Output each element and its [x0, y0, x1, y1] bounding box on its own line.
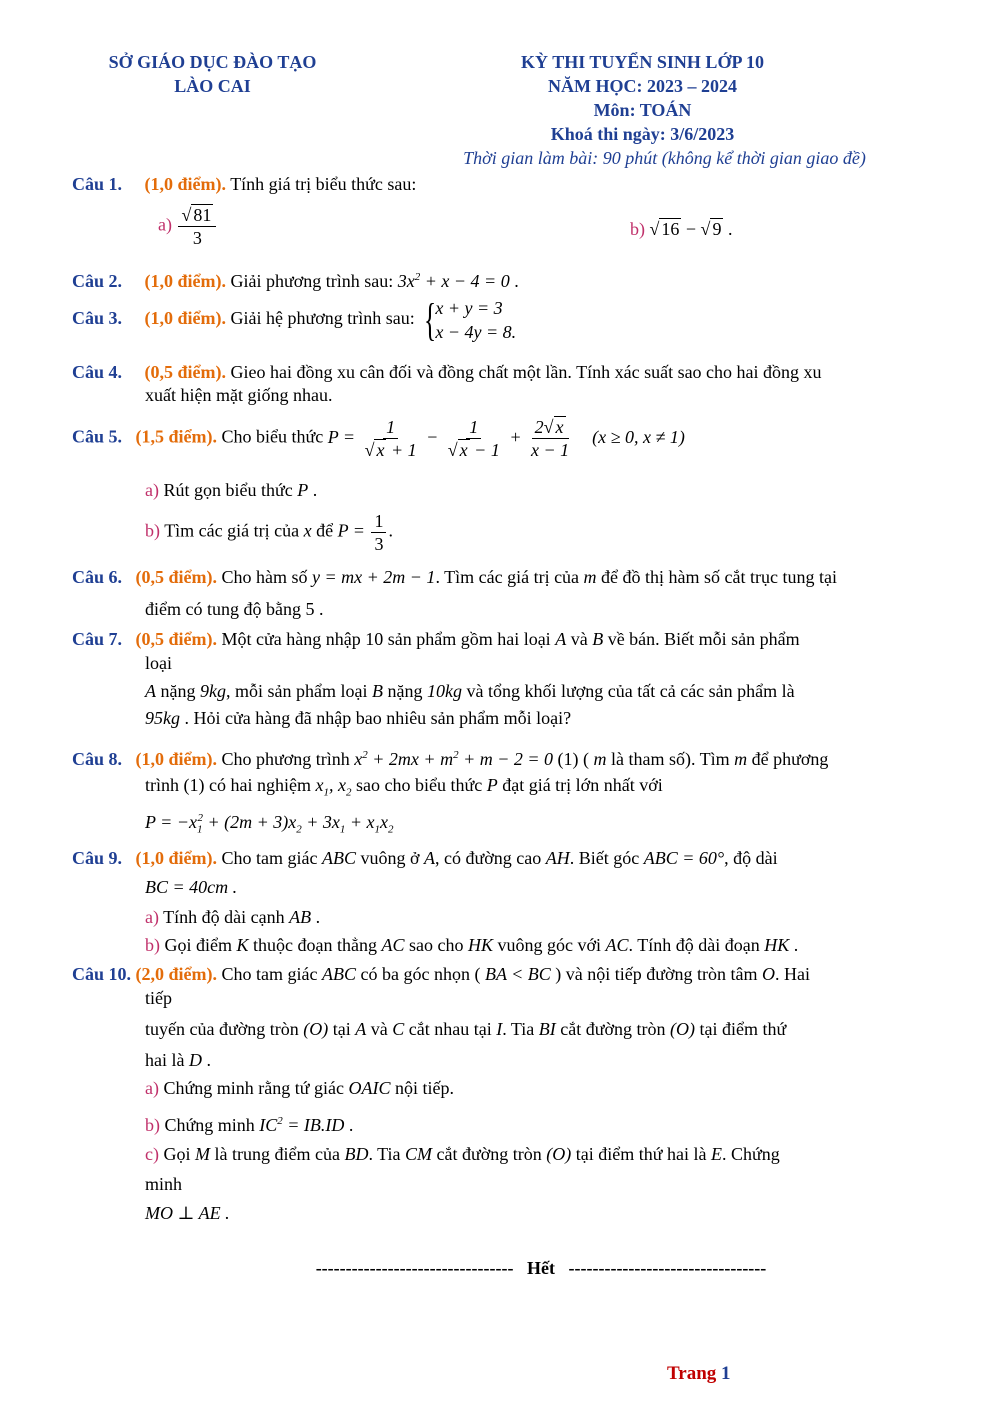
question-points: (1,5 điểm). — [135, 426, 217, 447]
question-text: nặng — [160, 681, 196, 701]
question-text: và tổng khối lượng của tất cả các sản phẩm là — [466, 681, 795, 701]
question-8-line2: trình (1) có hai nghiệm $x_1$, $x_2$ sao cho biểu thức P đạt giá trị lớn nhất với — [145, 775, 663, 799]
dashes-left: --------------------------------- — [315, 1258, 514, 1278]
question-9b: b) Gọi điểm K thuộc đoạn thẳng AC sao cho HK vuông góc với AC. Tính độ dài đoạn HK . — [145, 935, 799, 955]
question-text: tại điểm thứ — [699, 1019, 787, 1039]
question-text: Cho biểu thức — [221, 426, 324, 447]
question-text: để đồ thị hàm số cắt trục tung tại — [601, 567, 837, 587]
sub-text: . Chứng — [721, 1144, 780, 1164]
question-text: trình (1) có hai nghiệm — [145, 775, 311, 795]
question-5 — [72, 416, 930, 461]
sub-text: . Tính độ dài đoạn — [628, 935, 760, 955]
question-text: và — [570, 629, 588, 649]
question-10-line3: tuyến của đường tròn (O) tại A và C cắt nhau tại I. Tia BI cắt đường tròn (O) tại điểm thứ — [145, 1019, 787, 1039]
question-text: . Hỏi cửa hàng đã nhập bao nhiêu sản phẩm mỗi loại? — [184, 708, 572, 728]
question-text: để phương — [751, 749, 829, 769]
exam-title: KỲ THI TUYỂN SINH LỚP 10 — [521, 52, 764, 72]
question-text: , mỗi sản phẩm loại — [226, 681, 368, 701]
question-points: (1,0 điểm). — [144, 308, 226, 329]
question-10: Câu 10. (2,0 điểm). Cho tam giác ABC có ba góc nhọn ( BA < BC ) và nội tiếp đường tròn tâm O. Hai — [72, 964, 811, 984]
question-text: nặng — [387, 681, 423, 701]
question-text: đạt giá trị lớn nhất với — [502, 775, 663, 795]
sub-text: là trung điểm của — [214, 1144, 340, 1164]
question-4-continued: xuất hiện mặt giống nhau. — [145, 385, 333, 405]
question-1a — [158, 204, 458, 249]
sub-label: c) — [145, 1144, 159, 1164]
sub-text: nội tiếp. — [394, 1078, 454, 1098]
end-text: Hết — [527, 1258, 555, 1278]
question-text: điểm có tung độ bằng — [145, 599, 301, 619]
question-10a: a) Chứng minh rằng tứ giác OAIC nội tiếp. — [145, 1078, 454, 1098]
exam-info — [440, 50, 866, 170]
question-text: cắt nhau tại — [408, 1019, 492, 1039]
question-9a: a) Tính độ dài cạnh AB . — [145, 907, 321, 927]
question-text: Giải hệ phương trình sau: — [230, 308, 415, 329]
question-points: (1,0 điểm). — [135, 749, 217, 769]
question-label: Câu 3. — [72, 308, 123, 329]
question-text: và — [370, 1019, 388, 1039]
question-3 — [72, 296, 930, 344]
question-text: . Biết góc — [569, 848, 640, 868]
sub-text: sao cho — [409, 935, 464, 955]
question-text: có ba góc nhọn ( — [360, 964, 481, 984]
sub-text: Gọi — [163, 1144, 191, 1164]
page-number — [667, 1363, 731, 1385]
question-text: tuyến của đường tròn — [145, 1019, 299, 1039]
question-text: cắt đường tròn — [560, 1019, 666, 1039]
question-points: (0,5 điểm). — [135, 567, 217, 587]
question-text: Giải phương trình sau: — [230, 271, 394, 291]
subject: Môn: TOÁN — [593, 100, 692, 120]
question-label: Câu 5. — [72, 426, 123, 447]
question-points: (1,0 điểm). — [135, 848, 217, 868]
sub-label: b) — [145, 520, 160, 541]
question-text: Tính giá trị biểu thức sau: — [230, 174, 417, 194]
equation-system: x + y = 3 x − 4y = 8. — [435, 298, 517, 342]
question-text: Cho tam giác — [221, 964, 318, 984]
sub-text: Gọi điểm — [164, 935, 232, 955]
sub-label: b) — [630, 219, 645, 239]
question-label: Câu 8. — [72, 749, 123, 769]
question-text: Cho hàm số — [221, 567, 308, 587]
sub-label: a) — [158, 214, 172, 235]
question-label: Câu 1. — [72, 174, 123, 194]
sub-text: Chứng minh — [164, 1115, 255, 1135]
expression-p: P = $\frac{1}{√ x + 1}$ − $\frac{1}{√ x - 1}$ + $\frac{2√ x}{x - 1}$ (x ≥ 0, x ≠ 1) — [327, 417, 685, 460]
question-6-continued: điểm có tung độ bằng 5 . — [145, 599, 324, 619]
end-marker — [286, 1258, 796, 1279]
question-10-line2: tiếp — [145, 988, 172, 1008]
question-text: sao cho biểu thức — [355, 775, 483, 795]
question-5b: b) Tìm các giá trị của x để P = $\frac{1}{3}$ . — [145, 511, 393, 554]
question-7-line4: 95kg . Hỏi cửa hàng đã nhập bao nhiêu sản phẩm mỗi loại? — [145, 708, 572, 728]
question-label: Câu 4. — [72, 362, 123, 382]
sub-text: Rút gọn biểu thức — [163, 480, 293, 500]
question-6: Câu 6. (0,5 điểm). Cho hàm số y = mx + 2m − 1. Tìm các giá trị của m để đồ thị hàm số cắt trục tung tại — [72, 567, 837, 587]
question-text: Cho phương trình — [221, 749, 350, 769]
question-text: tại — [332, 1019, 351, 1039]
question-text: là tham số). Tìm — [611, 749, 730, 769]
department-name — [60, 50, 365, 98]
sub-text: . Tia — [368, 1144, 401, 1164]
sub-label: b) — [145, 935, 160, 955]
sub-text: Tính độ dài cạnh — [163, 907, 285, 927]
question-label: Câu 7. — [72, 629, 123, 649]
dashes-right: --------------------------------- — [568, 1258, 767, 1278]
department-line1: SỞ GIÁO DỤC ĐÀO TẠO — [108, 52, 317, 72]
exam-date: Khoá thi ngày: 3/6/2023 — [550, 124, 735, 144]
question-points: (1,0 điểm). — [144, 174, 226, 194]
question-1b: b) √ 16 − √ 9 . — [630, 219, 733, 239]
sub-text: để — [316, 520, 334, 541]
question-9-line2: BC = 40cm . — [145, 877, 238, 897]
sub-text: thuộc đoạn thẳng — [253, 935, 377, 955]
question-text: , có đường cao — [435, 848, 542, 868]
question-10b: b) Chứng minh $IC^2 = IB.ID$ . — [145, 1115, 354, 1135]
question-points: (1,0 điểm). — [144, 271, 226, 291]
sub-label: b) — [145, 1115, 160, 1135]
sub-text: vuông góc với — [497, 935, 602, 955]
question-10c: c) Gọi M là trung điểm của BD. Tia CM cắt đường tròn (O) tại điểm thứ hai là E. Chứng — [145, 1144, 780, 1164]
sub-label: a) — [145, 1078, 159, 1098]
question-10-line4: hai là D . — [145, 1050, 211, 1070]
question-text: về bán. Biết mỗi sản phẩm — [607, 629, 800, 649]
time-limit: Thời gian làm bài: 90 phút (không kể thời gian giao đề) — [463, 148, 866, 168]
question-8: Câu 8. (1,0 điểm). Cho phương trình $x^2 + 2mx + m^2 + m - 2 = 0$ (1) ( m là tham số). Tìm m để phương — [72, 749, 829, 769]
sub-text: cắt đường tròn — [436, 1144, 542, 1164]
question-7: Câu 7. (0,5 điểm). Một cửa hàng nhập 10 sản phẩm gồm hai loại A và B về bán. Biết mỗi sản phẩm — [72, 629, 800, 649]
equation: $3x^2 + x - 4 = 0$ — [397, 271, 510, 291]
sub-text: tại điểm thứ hai là — [575, 1144, 707, 1164]
question-1 — [72, 171, 930, 197]
question-10c-line2: minh — [145, 1174, 183, 1194]
sub-label: a) — [145, 907, 159, 927]
school-year: NĂM HỌC: 2023 – 2024 — [548, 76, 737, 96]
question-7-line3: A nặng 9kg, mỗi sản phẩm loại B nặng 10kg và tổng khối lượng của tất cả các sản phẩm là — [145, 681, 795, 701]
question-points: (0,5 điểm). — [144, 362, 226, 382]
department-line2: LÀO CAI — [174, 76, 251, 96]
question-text: Gieo hai đồng xu cân đối và đồng chất một lần. Tính xác suất sao cho hai đồng xu — [230, 362, 822, 382]
sub-label: a) — [145, 480, 159, 500]
question-text: vuông ở — [360, 848, 420, 868]
question-text: (1) ( — [557, 749, 589, 769]
fraction: $\frac{√ 81}{3}$ — [178, 204, 216, 249]
question-text: . Tia — [502, 1019, 535, 1039]
question-5a: a) Rút gọn biểu thức P . — [145, 480, 318, 500]
question-label: Câu 2. — [72, 271, 123, 291]
question-label: Câu 6. — [72, 567, 123, 587]
question-text: . Tìm các giá trị của — [435, 567, 580, 587]
question-8-expression: $P = -x_1^2 + (2m + 3)x_2 + 3x_1 + x_1x_2$ — [145, 812, 394, 836]
question-text: hai là — [145, 1050, 185, 1070]
question-7-line2: loại — [145, 653, 172, 673]
question-text: Cho tam giác — [221, 848, 318, 868]
question-10c-line3: MO ⊥ AE . — [145, 1203, 230, 1223]
page-number-value: 1 — [721, 1363, 731, 1384]
question-9: Câu 9. (1,0 điểm). Cho tam giác ABC vuông ở A, có đường cao AH. Biết góc ABC = 60°, độ dài — [72, 848, 778, 868]
question-label: Câu 10. — [72, 964, 132, 984]
system-brace: { — [424, 294, 437, 345]
question-label: Câu 9. — [72, 848, 123, 868]
page-label: Trang — [667, 1363, 717, 1384]
question-2: Câu 2. (1,0 điểm). Giải phương trình sau: $3x^2 + x - 4 = 0$ . — [72, 271, 519, 291]
question-points: (2,0 điểm). — [135, 964, 217, 984]
question-text: ) và nội tiếp đường tròn tâm — [555, 964, 758, 984]
question-text: , độ dài — [724, 848, 778, 868]
question-text: . Hai — [775, 964, 811, 984]
question-text: Một cửa hàng nhập 10 sản phẩm gồm hai loại — [221, 629, 551, 649]
sub-text: Chứng minh rằng tứ giác — [163, 1078, 344, 1098]
sub-text: Tìm các giá trị của — [164, 520, 300, 541]
question-points: (0,5 điểm). — [135, 629, 217, 649]
